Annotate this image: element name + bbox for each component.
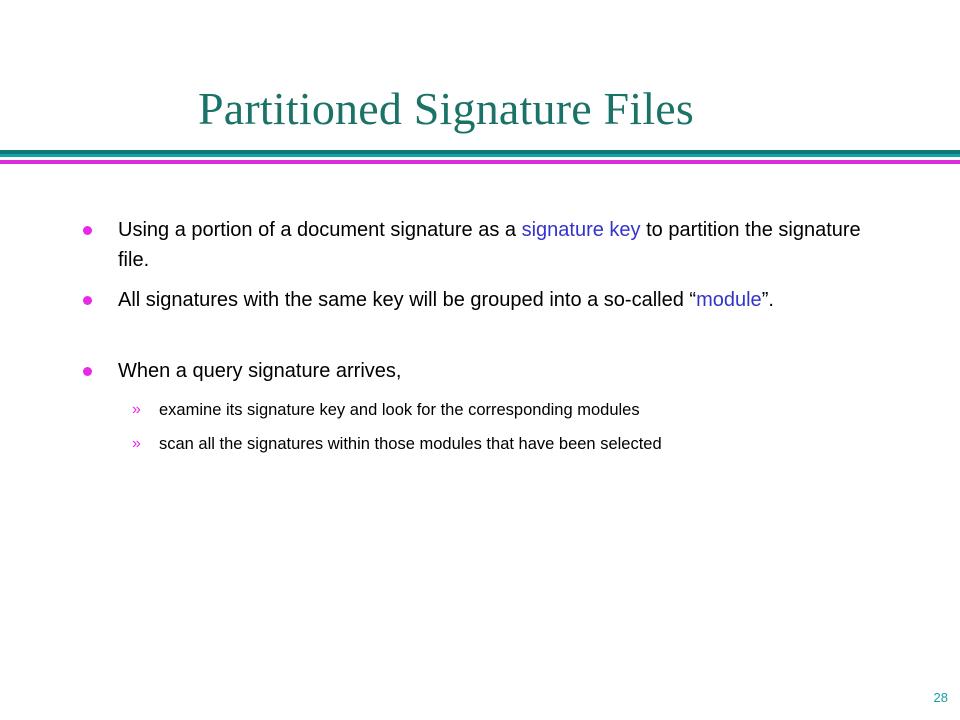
bullet-dot-icon: [83, 367, 92, 376]
sub-bullet-item: [132, 396, 879, 424]
highlighted-term: signature key: [521, 219, 641, 241]
bullet-text: All signatures with the same key will be grouped into a so-called “: [118, 289, 697, 311]
bullet-text: Using a portion of a document signature as a: [118, 219, 522, 241]
sub-bullet-text: scan all the signatures within those modules that have been selected: [159, 435, 662, 453]
sub-bullet-text: examine its signature key and look for the corresponding modules: [159, 401, 640, 419]
bullet-item: [118, 285, 878, 315]
sub-bullet-marker-icon: »: [132, 401, 141, 418]
sub-bullet-item: [132, 430, 839, 458]
bullet-text: When a query signature arrives,: [118, 360, 402, 382]
bullet-text: to partition the signature file.: [118, 219, 861, 271]
sub-bullet-marker-icon: »: [132, 435, 141, 452]
bullet-dot-icon: [83, 226, 92, 235]
slide-title: Partitioned Signature Files: [198, 83, 695, 134]
page-number: 28: [933, 690, 948, 705]
bullet-text: ”.: [761, 289, 774, 311]
bullet-item: [118, 215, 878, 275]
bullet-item: [118, 356, 878, 386]
bullet-dot-icon: [83, 296, 92, 305]
highlighted-term: module: [696, 289, 762, 311]
